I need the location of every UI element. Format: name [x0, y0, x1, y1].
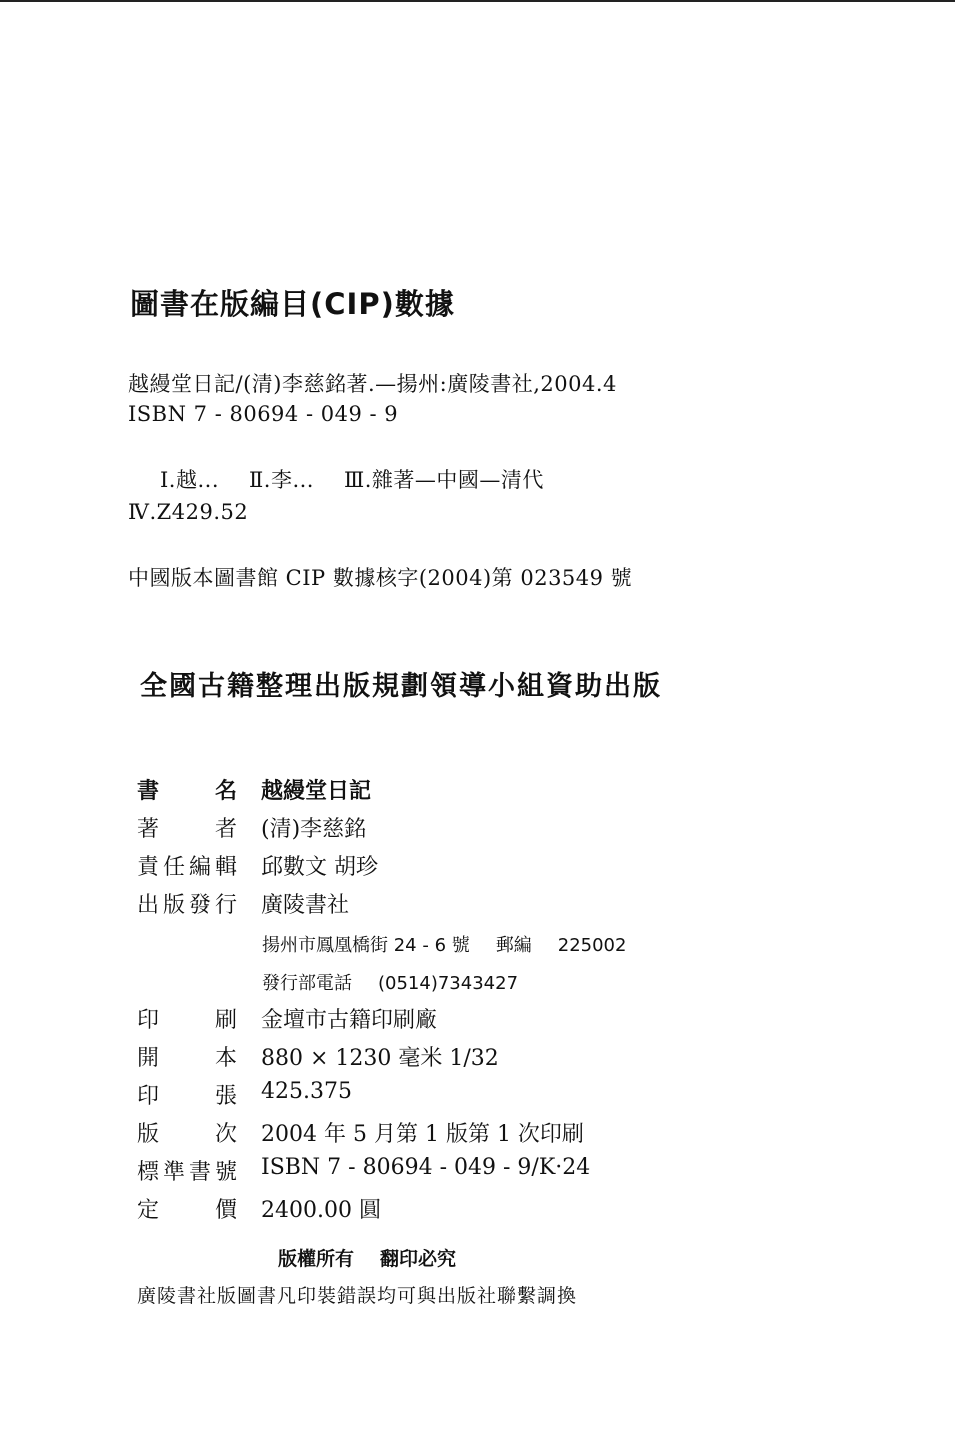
- detail-book-name: [137, 774, 371, 805]
- detail-label: 責任編輯: [137, 855, 237, 880]
- detail-value: 425.375: [261, 1079, 352, 1104]
- publisher-phone-line: [262, 969, 518, 995]
- detail-price: [137, 1193, 381, 1224]
- detail-label: 書名: [137, 779, 237, 804]
- top-border-line: [0, 0, 955, 2]
- detail-value: 邱數文 胡珍: [261, 855, 378, 880]
- publisher-address: 揚州市鳳凰橋街 24 - 6 號: [262, 935, 470, 956]
- cip-record-line: 越縵堂日記/(清)李慈銘著.—揚州:廣陵書社,2004.4: [128, 372, 617, 396]
- detail-isbn: [137, 1155, 590, 1186]
- cip-subject-1: Ⅰ.越...: [160, 468, 219, 492]
- detail-author: [137, 812, 366, 843]
- detail-label: 版次: [137, 1122, 237, 1147]
- cip-heading: 圖書在版編目(CIP)數據: [130, 287, 455, 321]
- postcode: 225002: [557, 935, 627, 956]
- rights-reserved: 版權所有: [278, 1248, 355, 1270]
- cip-classification: Ⅳ.Z429.52: [128, 500, 249, 524]
- replacement-notice: 廣陵書社版圖書凡印裝錯誤均可與出版社聯繫調換: [137, 1285, 578, 1307]
- detail-value: 廣陵書社: [261, 893, 350, 918]
- cip-subject-line: [160, 464, 544, 494]
- rights-statement: [278, 1244, 456, 1271]
- subsidy-statement: 全國古籍整理出版規劃領導小組資助出版: [140, 671, 662, 702]
- detail-value: (清)李慈銘: [261, 817, 367, 842]
- detail-label: 開本: [137, 1046, 237, 1071]
- postcode-label: 郵編: [495, 935, 532, 956]
- detail-format: [137, 1041, 499, 1072]
- detail-value: 2400.00 圓: [261, 1198, 381, 1223]
- publisher-address-line: [262, 931, 626, 957]
- detail-editors: [137, 850, 378, 881]
- detail-label: 定價: [137, 1198, 237, 1223]
- detail-sheets: [137, 1079, 352, 1110]
- cip-subject-2: Ⅱ.李...: [249, 468, 314, 492]
- phone-label: 發行部電話: [262, 973, 352, 994]
- cip-subject-3: Ⅲ.雜著—中國—清代: [343, 468, 544, 492]
- detail-edition: [137, 1117, 584, 1148]
- reprint-prohibited: 翻印必究: [380, 1248, 457, 1270]
- detail-value: 2004 年 5 月第 1 版第 1 次印刷: [261, 1122, 584, 1147]
- phone-number: (0514)7343427: [378, 973, 519, 994]
- detail-value: 越縵堂日記: [261, 779, 372, 804]
- detail-label: 印張: [137, 1084, 237, 1109]
- detail-label: 出版發行: [137, 893, 237, 918]
- detail-value: 880 × 1230 毫米 1/32: [261, 1046, 499, 1071]
- detail-publisher: [137, 888, 349, 919]
- detail-printer: [137, 1003, 437, 1034]
- detail-value: 金壇市古籍印刷廠: [261, 1008, 438, 1033]
- detail-label: 印刷: [137, 1008, 237, 1033]
- detail-label: 著者: [137, 817, 237, 842]
- detail-label: 標準書號: [137, 1160, 237, 1185]
- cip-isbn-line: ISBN 7 - 80694 - 049 - 9: [128, 402, 399, 426]
- cip-verification: 中國版本圖書館 CIP 數據核字(2004)第 023549 號: [128, 566, 633, 590]
- detail-value: ISBN 7 - 80694 - 049 - 9/K·24: [261, 1155, 591, 1180]
